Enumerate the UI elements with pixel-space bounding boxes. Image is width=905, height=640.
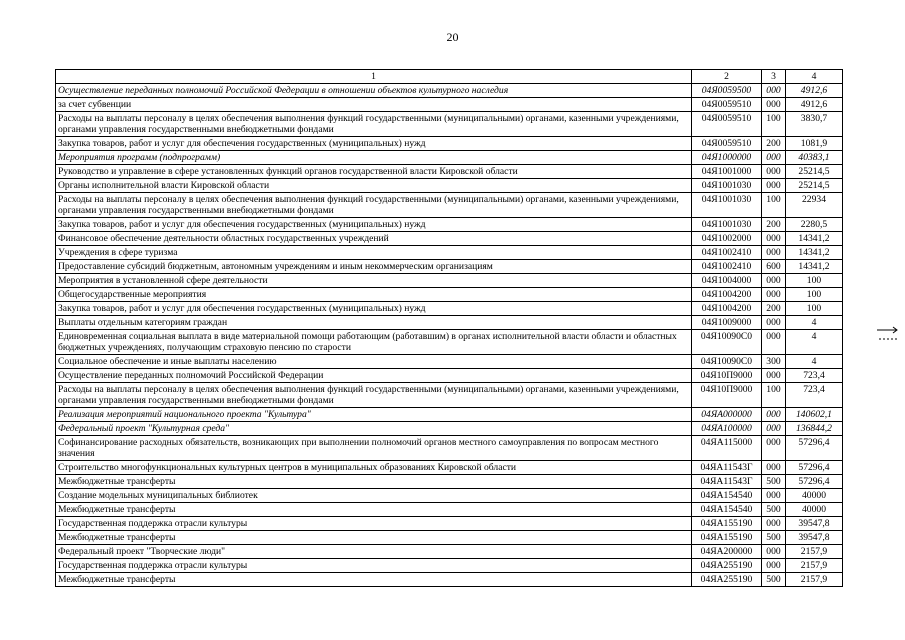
cell-type: 000 <box>762 316 786 330</box>
cell-sum: 14341,2 <box>786 260 843 274</box>
cell-name: Строительство многофункциональных культурных центров в муниципальных образованиях Кировской области <box>56 461 692 475</box>
cell-name: Мероприятия программ (подпрограмм) <box>56 151 692 165</box>
table-row <box>56 461 843 475</box>
cell-code: 04Я1001030 <box>692 193 762 218</box>
cell-code: 04Я1004000 <box>692 274 762 288</box>
cell-name: Закупка товаров, работ и услуг для обеспечения государственных (муниципальных) нужд <box>56 302 692 316</box>
cell-sum: 2157,9 <box>786 573 843 587</box>
table-row <box>56 383 843 408</box>
cell-name: Создание модельных муниципальных библиотек <box>56 489 692 503</box>
table-row <box>56 151 843 165</box>
cell-code: 04Я10090С0 <box>692 355 762 369</box>
cell-sum: 14341,2 <box>786 232 843 246</box>
table-row <box>56 503 843 517</box>
cell-type: 000 <box>762 517 786 531</box>
cell-type: 100 <box>762 193 786 218</box>
cell-sum: 39547,8 <box>786 531 843 545</box>
cell-type: 000 <box>762 151 786 165</box>
cell-type: 100 <box>762 112 786 137</box>
cell-code: 04Я1000000 <box>692 151 762 165</box>
table-row <box>56 218 843 232</box>
cell-type: 000 <box>762 98 786 112</box>
table-row <box>56 260 843 274</box>
cell-sum: 22934 <box>786 193 843 218</box>
cell-type: 600 <box>762 260 786 274</box>
cell-name: Финансовое обеспечение деятельности областных государственных учреждений <box>56 232 692 246</box>
column-header-name: 1 <box>56 70 692 84</box>
cell-sum: 40383,1 <box>786 151 843 165</box>
cell-name: Государственная поддержка отрасли культуры <box>56 517 692 531</box>
cell-sum: 4912,6 <box>786 98 843 112</box>
cell-sum: 2157,9 <box>786 559 843 573</box>
cell-name: Единовременная социальная выплата в виде материальной помощи работающим (работавшим) в органах исполнительной власти области и областных бюджетных учреждениях, получающим страховую пенсию по старости <box>56 330 692 355</box>
cell-sum: 25214,5 <box>786 179 843 193</box>
cell-name: Осуществление переданных полномочий Российской Федерации <box>56 369 692 383</box>
budget-table <box>55 69 843 587</box>
cell-type: 500 <box>762 475 786 489</box>
cell-name: Федеральный проект "Культурная среда" <box>56 422 692 436</box>
table-row <box>56 489 843 503</box>
cell-name: Закупка товаров, работ и услуг для обеспечения государственных (муниципальных) нужд <box>56 218 692 232</box>
cell-sum: 723,4 <box>786 369 843 383</box>
cell-code: 04Я0059510 <box>692 137 762 151</box>
cell-sum: 100 <box>786 302 843 316</box>
cell-sum: 100 <box>786 274 843 288</box>
cell-code: 04ЯА115000 <box>692 436 762 461</box>
cell-sum: 1081,9 <box>786 137 843 151</box>
cell-type: 000 <box>762 422 786 436</box>
cell-code: 04Я10П9000 <box>692 369 762 383</box>
cell-type: 000 <box>762 274 786 288</box>
cell-name: Расходы на выплаты персоналу в целях обеспечения выполнения функций государственными (муниципальными) органами, казенными учреждениями, органами управления государственными внебюджетными фондами <box>56 112 692 137</box>
cell-code: 04Я1002410 <box>692 260 762 274</box>
cell-type: 000 <box>762 489 786 503</box>
table-row <box>56 475 843 489</box>
table-row <box>56 288 843 302</box>
column-header-sum: 4 <box>786 70 843 84</box>
table-row <box>56 330 843 355</box>
cell-code: 04ЯА155190 <box>692 517 762 531</box>
cell-sum: 136844,2 <box>786 422 843 436</box>
cell-name: Органы исполнительной власти Кировской области <box>56 179 692 193</box>
cell-name: Межбюджетные трансферты <box>56 475 692 489</box>
table-row <box>56 436 843 461</box>
cell-type: 000 <box>762 461 786 475</box>
cell-name: Мероприятия в установленной сфере деятельности <box>56 274 692 288</box>
cell-sum: 39547,8 <box>786 517 843 531</box>
cell-code: 04Я1002000 <box>692 232 762 246</box>
cell-type: 200 <box>762 218 786 232</box>
cell-sum: 3830,7 <box>786 112 843 137</box>
cell-sum: 140602,1 <box>786 408 843 422</box>
table-row <box>56 274 843 288</box>
cell-code: 04Я0059500 <box>692 84 762 98</box>
cell-code: 04Я1001000 <box>692 165 762 179</box>
cell-name: Осуществление переданных полномочий Российской Федерации в отношении объектов культурного наследия <box>56 84 692 98</box>
cell-type: 000 <box>762 288 786 302</box>
cell-type: 000 <box>762 559 786 573</box>
cell-code: 04ЯА000000 <box>692 408 762 422</box>
cell-sum: 57296,4 <box>786 475 843 489</box>
budget-table-body <box>56 70 843 587</box>
table-row <box>56 545 843 559</box>
cell-code: 04Я1009000 <box>692 316 762 330</box>
table-row <box>56 232 843 246</box>
table-row <box>56 98 843 112</box>
table-row <box>56 246 843 260</box>
cell-code: 04ЯА255190 <box>692 559 762 573</box>
cell-sum: 4 <box>786 355 843 369</box>
cell-code: 04ЯА255190 <box>692 573 762 587</box>
cell-code: 04Я0059510 <box>692 98 762 112</box>
cell-sum: 4912,6 <box>786 84 843 98</box>
cell-code: 04ЯА154540 <box>692 503 762 517</box>
cell-type: 000 <box>762 369 786 383</box>
table-row <box>56 355 843 369</box>
cell-type: 000 <box>762 408 786 422</box>
cell-code: 04ЯА11543Г <box>692 461 762 475</box>
page-number: 20 <box>446 30 459 44</box>
cell-name: Расходы на выплаты персоналу в целях обеспечения выполнения функций государственными (муниципальными) органами, казенными учреждениями, органами управления государственными внебюджетными фондами <box>56 383 692 408</box>
cell-name: Софинансирование расходных обязательств, возникающих при выполнении полномочий органов местного самоуправления по вопросам местного значения <box>56 436 692 461</box>
cell-name: Руководство и управление в сфере установленных функций органов государственной власти Кировской области <box>56 165 692 179</box>
cell-name: за счет субвенции <box>56 98 692 112</box>
cell-sum: 25214,5 <box>786 165 843 179</box>
cell-type: 200 <box>762 137 786 151</box>
cell-name: Закупка товаров, работ и услуг для обеспечения государственных (муниципальных) нужд <box>56 137 692 151</box>
cell-name: Выплаты отдельным категориям граждан <box>56 316 692 330</box>
cell-type: 500 <box>762 573 786 587</box>
cell-sum: 14341,2 <box>786 246 843 260</box>
table-row <box>56 531 843 545</box>
cell-code: 04ЯА100000 <box>692 422 762 436</box>
cell-name: Федеральный проект "Творческие люди" <box>56 545 692 559</box>
cell-code: 04Я0059510 <box>692 112 762 137</box>
cell-sum: 723,4 <box>786 383 843 408</box>
cell-sum: 4 <box>786 330 843 355</box>
cell-code: 04ЯА11543Г <box>692 475 762 489</box>
cell-type: 000 <box>762 165 786 179</box>
cell-type: 100 <box>762 383 786 408</box>
column-header-type: 3 <box>762 70 786 84</box>
table-header-row <box>56 70 843 84</box>
cell-type: 200 <box>762 302 786 316</box>
table-row <box>56 193 843 218</box>
cell-name: Государственная поддержка отрасли культуры <box>56 559 692 573</box>
cell-name: Межбюджетные трансферты <box>56 531 692 545</box>
cell-code: 04Я1001030 <box>692 218 762 232</box>
cell-type: 000 <box>762 246 786 260</box>
cell-code: 04Я10П9000 <box>692 383 762 408</box>
cell-sum: 40000 <box>786 503 843 517</box>
cell-code: 04Я1002410 <box>692 246 762 260</box>
cell-code: 04Я1004200 <box>692 302 762 316</box>
cell-code: 04Я1004200 <box>692 288 762 302</box>
cell-name: Реализация мероприятий национального проекта "Культура" <box>56 408 692 422</box>
cell-type: 000 <box>762 179 786 193</box>
cell-name: Межбюджетные трансферты <box>56 503 692 517</box>
cell-type: 300 <box>762 355 786 369</box>
cell-type: 000 <box>762 232 786 246</box>
table-row <box>56 573 843 587</box>
cell-code: 04ЯА200000 <box>692 545 762 559</box>
cell-sum: 57296,4 <box>786 461 843 475</box>
table-row <box>56 517 843 531</box>
cell-name: Общегосударственные мероприятия <box>56 288 692 302</box>
table-row <box>56 422 843 436</box>
cell-type: 500 <box>762 503 786 517</box>
cell-name: Межбюджетные трансферты <box>56 573 692 587</box>
column-header-code: 2 <box>692 70 762 84</box>
cell-type: 000 <box>762 330 786 355</box>
table-row <box>56 112 843 137</box>
cell-type: 000 <box>762 436 786 461</box>
table-row <box>56 137 843 151</box>
cell-code: 04Я10090С0 <box>692 330 762 355</box>
cell-name: Учреждения в сфере туризма <box>56 246 692 260</box>
cell-type: 000 <box>762 84 786 98</box>
table-row <box>56 84 843 98</box>
table-row <box>56 165 843 179</box>
cell-type: 000 <box>762 545 786 559</box>
table-row <box>56 316 843 330</box>
cell-name: Социальное обеспечение и иные выплаты населению <box>56 355 692 369</box>
cell-sum: 40000 <box>786 489 843 503</box>
table-row <box>56 559 843 573</box>
table-row <box>56 369 843 383</box>
cell-code: 04Я1001030 <box>692 179 762 193</box>
cell-sum: 2157,9 <box>786 545 843 559</box>
table-row <box>56 179 843 193</box>
table-row <box>56 302 843 316</box>
cell-sum: 2280,5 <box>786 218 843 232</box>
cell-sum: 4 <box>786 316 843 330</box>
cell-sum: 100 <box>786 288 843 302</box>
margin-arrow-mark <box>875 324 901 344</box>
cell-sum: 57296,4 <box>786 436 843 461</box>
cell-code: 04ЯА155190 <box>692 531 762 545</box>
table-row <box>56 408 843 422</box>
cell-code: 04ЯА154540 <box>692 489 762 503</box>
cell-name: Расходы на выплаты персоналу в целях обеспечения выполнения функций государственными (муниципальными) органами, казенными учреждениями, органами управления государственными внебюджетными фондами <box>56 193 692 218</box>
cell-type: 500 <box>762 531 786 545</box>
cell-name: Предоставление субсидий бюджетным, автономным учреждениям и иным некоммерческим организациям <box>56 260 692 274</box>
